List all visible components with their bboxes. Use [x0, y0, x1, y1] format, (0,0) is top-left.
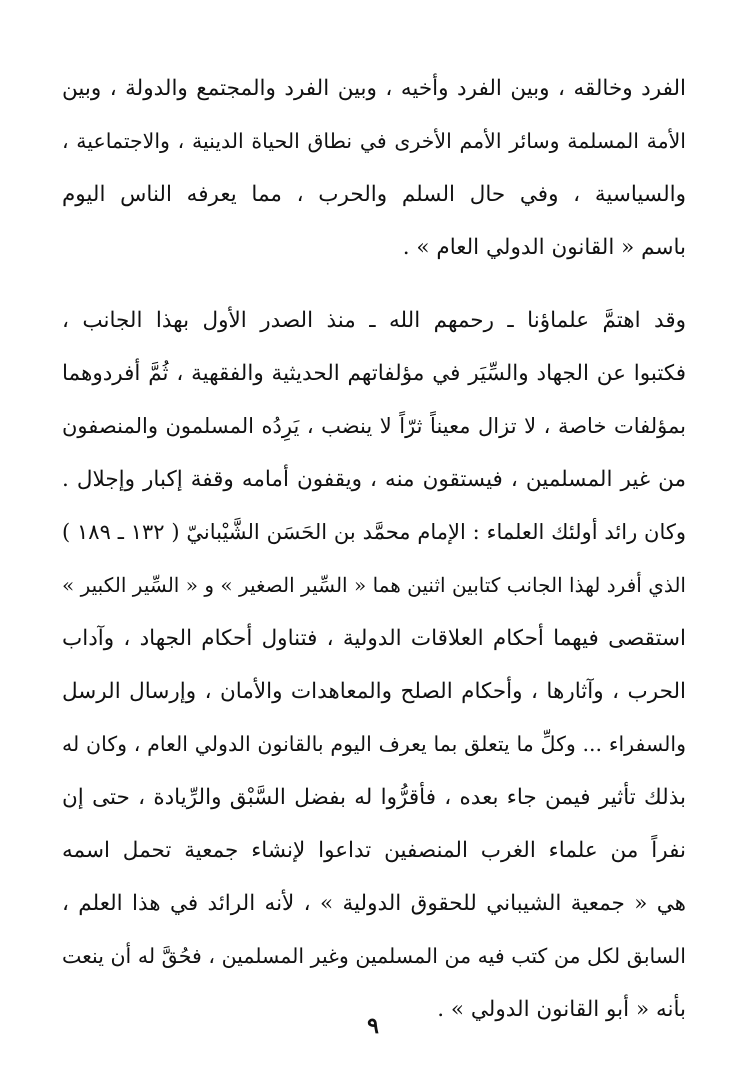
- text-line: بأنه « أبو القانون الدولي » .: [437, 997, 686, 1022]
- text-line: الفرد وخالقه ، وبين الفرد وأخيه ، وبين الفرد والمجتمع والدولة ، وبين: [62, 76, 686, 101]
- text-line: والسياسية ، وفي حال السلم والحرب ، مما يعرفه الناس اليوم: [62, 182, 686, 207]
- text-line: من غير المسلمين ، فيستقون منه ، ويقفون أمامه وقفة إكبار وإجلال .: [62, 467, 686, 492]
- text-line: الحرب ، وآثارها ، وأحكام الصلح والمعاهدات والأمان ، وإرسال الرسل: [62, 679, 686, 704]
- text-line: نفراً من علماء الغرب المنصفين تداعوا لإنشاء جمعية تحمل اسمه: [62, 838, 686, 863]
- text-line: استقصى فيهما أحكام العلاقات الدولية ، فتناول أحكام الجهاد ، وآداب: [62, 626, 686, 651]
- text-line: الذي أفرد لهذا الجانب كتابين اثنين هما « السِّير الصغير » و « السِّير الكبير »: [62, 573, 686, 597]
- paragraph-spacer: [62, 274, 686, 294]
- text-line: وكان رائد أولئك العلماء : الإمام محمَّد بن الحَسَن الشَّيْبانيّ ( ١٣٢ ـ ١٨٩ ): [62, 520, 686, 544]
- text-line: هي « جمعية الشيباني للحقوق الدولية » ، لأنه الرائد في هذا العلم ،: [62, 891, 686, 916]
- text-line: وقد اهتمَّ علماؤنا ـ رحمهم الله ـ منذ الصدر الأول بهذا الجانب ،: [62, 308, 686, 333]
- text-line: السابق لكل من كتب فيه من المسلمين وغير المسلمين ، فحُقَّ له أن ينعت: [62, 944, 686, 968]
- page-number: ٩: [367, 1013, 379, 1039]
- page-body: [62, 62, 686, 1022]
- paragraph-1: [62, 62, 686, 274]
- text-line: بمؤلفات خاصة ، لا تزال معيناً ثرّاً لا ينضب ، يَرِدُه المسلمون والمنصفون: [62, 414, 686, 438]
- text-line: بذلك تأثير فيمن جاء بعده ، فأقرُّوا له بفضل السَّبْق والرِّيادة ، حتى إن: [62, 785, 686, 810]
- text-line: فكتبوا عن الجهاد والسِّيَر في مؤلفاتهم الحديثية والفقهية ، ثُمَّ أفردوهما: [62, 361, 686, 386]
- paragraph-2: [62, 294, 686, 1036]
- text-line: الأمة المسلمة وسائر الأمم الأخرى في نطاق الحياة الدينية ، والاجتماعية ،: [62, 129, 686, 153]
- text-line: والسفراء ... وكلِّ ما يتعلق بما يعرف اليوم بالقانون الدولي العام ، وكان له: [62, 732, 686, 756]
- text-line: باسم « القانون الدولي العام » .: [402, 235, 686, 260]
